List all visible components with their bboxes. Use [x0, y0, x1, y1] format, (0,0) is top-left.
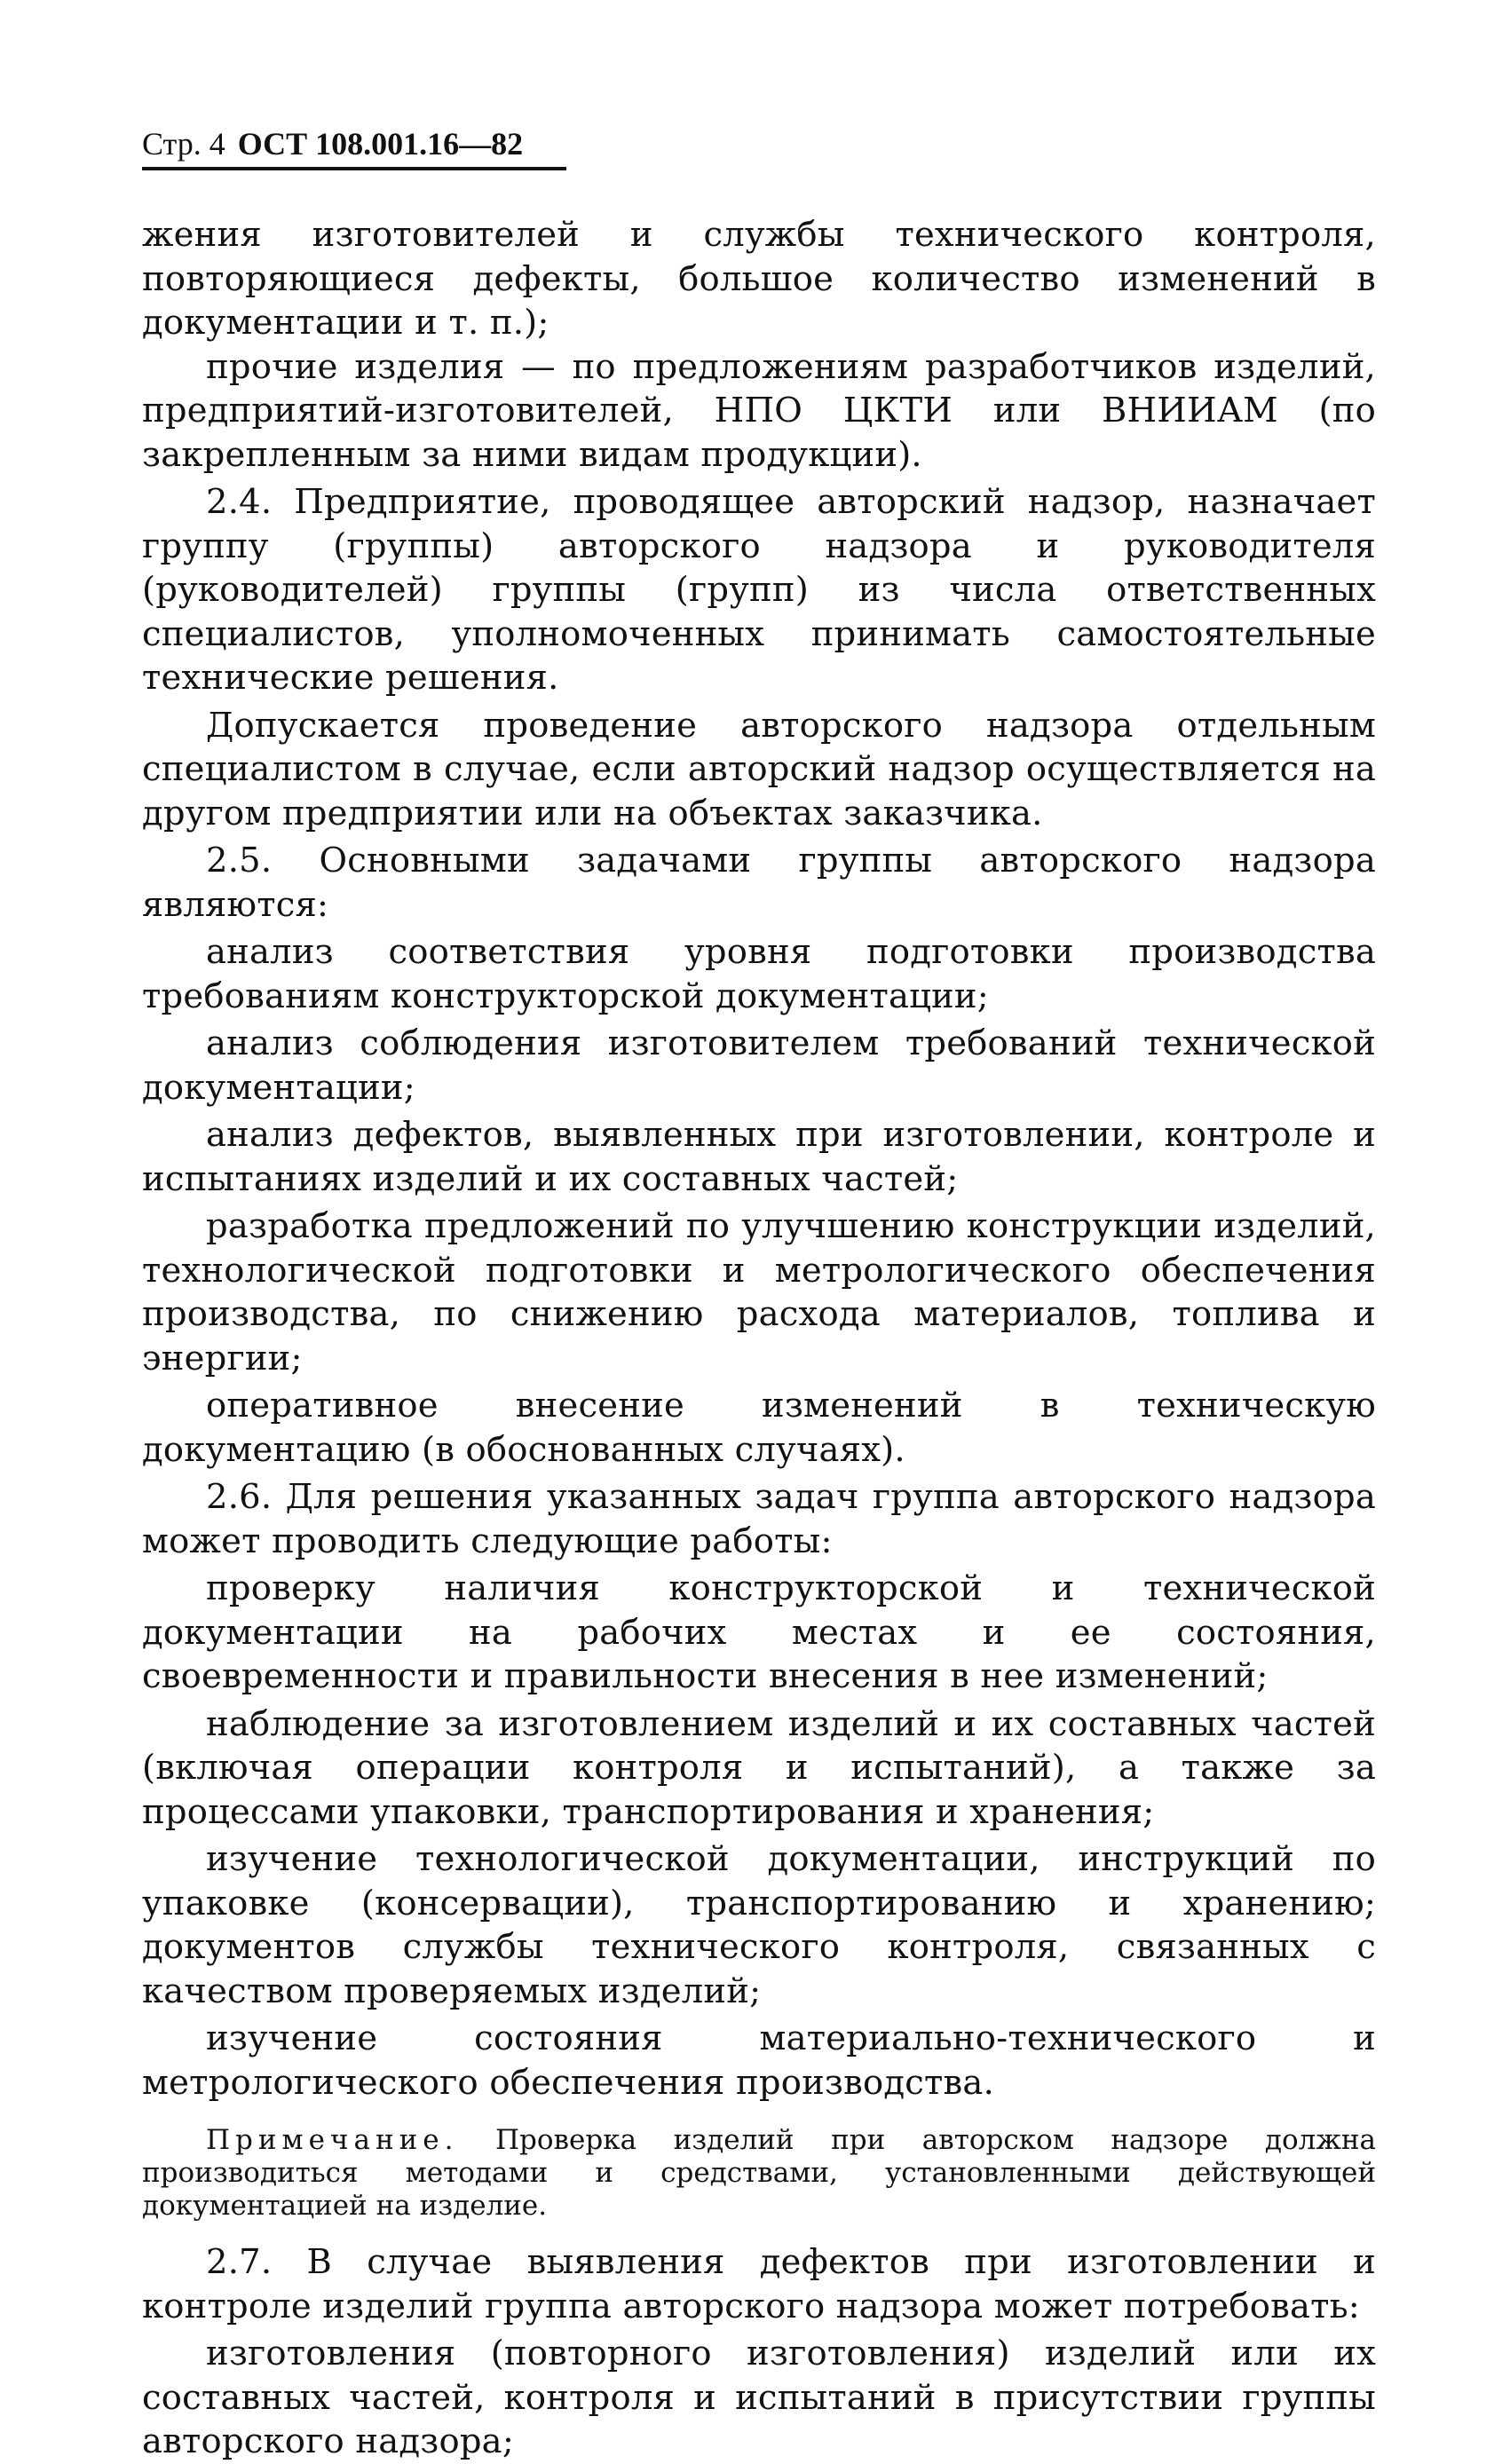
page-number-label: Стр. 4 [142, 126, 225, 162]
list-item-task-1: анализ соответствия уровня подготовки производства требованиям конструкторской документации; [142, 932, 1376, 1016]
paragraph-allowance: Допускается проведение авторского надзора отдельным специалистом в случае, если авторский надзор осуществляется на другом предприятии или на объектах заказчика. [142, 705, 1376, 833]
note-text: Проверка изделий при авторском надзоре должна производиться методами и средствами, установленными действующей документацией на изделие. [142, 2124, 1376, 2222]
note-label: Примечание. [206, 2124, 459, 2156]
list-item-task-5: оперативное внесение изменений в техническую документацию (в обоснованных случаях). [142, 1386, 1376, 1470]
list-item-work-1: проверку наличия конструкторской и технической документации на рабочих местах и ее состояния, своевременности и правильности внесения в нее изменений; [142, 1568, 1376, 1696]
page-header [142, 124, 566, 170]
document-body [142, 213, 1376, 2464]
note [142, 2124, 1376, 2223]
list-item-work-3: изучение технологической документации, инструкций по упаковке (консервации), транспортированию и хранению; документов службы технического контроля, связанных с качеством проверяемых изделий; [142, 1839, 1376, 2011]
list-item-task-3: анализ дефектов, выявленных при изготовлении, контроле и испытаниях изделий и их составных частей; [142, 1115, 1376, 1199]
list-item-work-2: наблюдение за изготовлением изделий и их составных частей (включая операции контроля и испытаний), а также за процессами упаковки, транспортирования и хранения; [142, 1703, 1376, 1832]
paragraph-2-4: 2.4. Предприятие, проводящее авторский надзор, назначает группу (группы) авторского надзора и руководителя (руководителей) группы (групп) из числа ответственных специалистов, уполномоченных принимать самостоятельные технические решения. [142, 482, 1376, 698]
standard-code: ОСТ 108.001.16—82 [237, 126, 524, 162]
paragraph-continuation: жения изготовителей и службы технического контроля, повторяющиеся дефекты, большое количество изменений в документации и т. п.); [142, 215, 1376, 343]
document-page [142, 124, 1376, 2464]
paragraph-2-5: 2.5. Основными задачами группы авторского надзора являются: [142, 841, 1376, 925]
list-item-requirement-1: изготовления (повторного изготовления) изделий или их составных частей, контроля и испытаний в присутствии группы авторского надзора; [142, 2334, 1376, 2461]
list-item-task-4: разработка предложений по улучшению конструкции изделий, технологической подготовки и метрологического обеспечения производства, по снижению расхода материалов, топлива и энергии; [142, 1206, 1376, 1378]
paragraph-2-7: 2.7. В случае выявления дефектов при изготовлении и контроле изделий группа авторского надзора может потребовать: [142, 2242, 1376, 2326]
list-item-work-4: изучение состояния материально-технического и метрологического обеспечения производства. [142, 2018, 1376, 2103]
paragraph-other-products: прочие изделия — по предложениям разработчиков изделий, предприятий-изготовителей, НПО ЦКТИ или ВНИИАМ (по закрепленным за ними видам продукции). [142, 346, 1376, 475]
paragraph-2-6: 2.6. Для решения указанных задач группа авторского надзора может проводить следующие работы: [142, 1477, 1376, 1561]
list-item-task-2: анализ соблюдения изготовителем требований технической документации; [142, 1023, 1376, 1108]
